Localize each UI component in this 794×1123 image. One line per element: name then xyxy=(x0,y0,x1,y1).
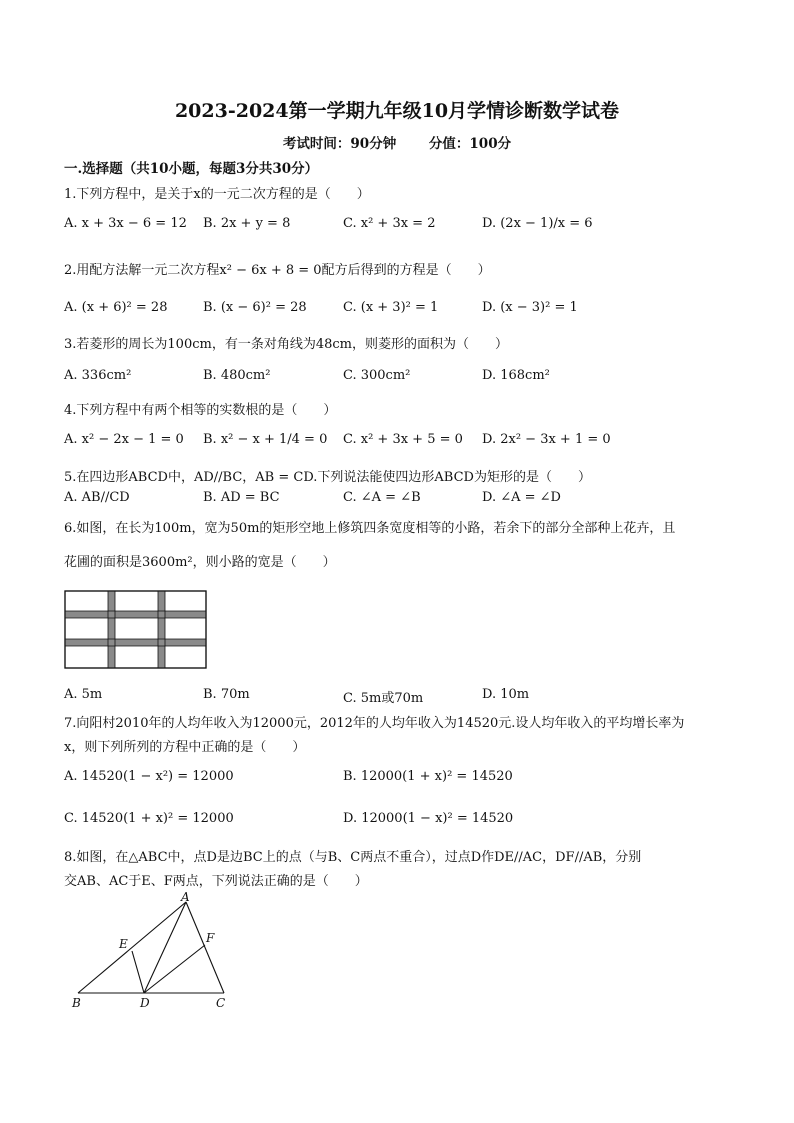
q7-option-d: D. 12000(1 − x)² = 14520 xyxy=(343,811,514,826)
q3-option-a: A. 336cm² xyxy=(64,368,132,383)
q2-option-d: D. (x − 3)² = 1 xyxy=(482,300,578,315)
label-a: A xyxy=(181,890,190,904)
exam-time: 考试时间：90分钟 xyxy=(282,136,397,152)
question-7-stem-line2: x，则下列所列的方程中正确的是（ ） xyxy=(64,740,306,755)
q5-option-a: A. AB//CD xyxy=(64,490,130,505)
q5-option-c: C. ∠A = ∠B xyxy=(343,490,421,505)
section-heading: 一.选择题（共10小题，每题3分共30分） xyxy=(64,161,319,177)
q4-option-d: D. 2x² − 3x + 1 = 0 xyxy=(482,432,611,447)
question-5-stem: 5.在四边形ABCD中，AD//BC，AB = CD.下列说法能使四边形ABCD为矩形的是（ ） xyxy=(64,470,591,485)
q1-option-c: C. x² + 3x = 2 xyxy=(343,216,436,231)
q7-option-c: C. 14520(1 + x)² = 12000 xyxy=(64,811,234,826)
q4-option-a: A. x² − 2x − 1 = 0 xyxy=(64,432,184,447)
question-3-stem: 3.若菱形的周长为100cm，有一条对角线为48cm，则菱形的面积为（ ） xyxy=(64,337,508,352)
q4-option-c: C. x² + 3x + 5 = 0 xyxy=(343,432,463,447)
q3-option-c: C. 300cm² xyxy=(343,368,411,383)
label-b: B xyxy=(72,996,81,1010)
q1-option-a: A. x + 3x − 6 = 12 xyxy=(64,216,187,231)
q1-option-d: D. (2x − 1)/x = 6 xyxy=(482,216,593,231)
exam-info xyxy=(0,132,794,152)
question-6-stem-line2: 花圃的面积是3600m²，则小路的宽是（ ） xyxy=(64,555,336,570)
question-8-stem-line2: 交AB、AC于E、F两点，下列说法正确的是（ ） xyxy=(64,874,368,889)
label-f: F xyxy=(206,931,215,945)
label-e: E xyxy=(119,937,128,951)
q6-option-d: D. 10m xyxy=(482,687,530,702)
q5-option-d: D. ∠A = ∠D xyxy=(482,490,561,505)
q2-option-c: C. (x + 3)² = 1 xyxy=(343,300,439,315)
q7-option-a: A. 14520(1 − x²) = 12000 xyxy=(64,769,234,784)
exam-score: 分值：100分 xyxy=(428,136,512,152)
page-title: 2023-2024第一学期九年级10月学情诊断数学试卷 xyxy=(174,100,620,122)
figure-6-garden-grid xyxy=(64,590,208,670)
q1-option-b: B. 2x + y = 8 xyxy=(203,216,291,231)
q6-option-a: A. 5m xyxy=(64,687,103,702)
q3-option-d: D. 168cm² xyxy=(482,368,550,383)
question-6-stem-line1: 6.如图，在长为100m，宽为50m的矩形空地上修筑四条宽度相等的小路，若余下的部分全部种上花卉，且 xyxy=(64,521,676,536)
question-1-stem: 1.下列方程中，是关于x的一元二次方程的是（ ） xyxy=(64,187,370,202)
question-8-stem-line1: 8.如图，在△ABC中，点D是边BC上的点（与B、C两点不重合），过点D作DE//AC，DF//AB，分别 xyxy=(64,850,642,865)
figure-8-triangle xyxy=(64,890,244,1012)
q7-option-b: B. 12000(1 + x)² = 14520 xyxy=(343,769,513,784)
q2-option-a: A. (x + 6)² = 28 xyxy=(64,300,168,315)
q4-option-b: B. x² − x + 1/4 = 0 xyxy=(203,432,328,447)
label-c: C xyxy=(216,996,226,1010)
q3-option-b: B. 480cm² xyxy=(203,368,271,383)
question-2-stem: 2.用配方法解一元二次方程x² − 6x + 8 = 0配方后得到的方程是（ ） xyxy=(64,263,491,278)
question-7-stem-line1: 7.向阳村2010年的人均年收入为12000元，2012年的人均年收入为14520元.设人均年收入的平均增长率为 xyxy=(64,716,685,731)
label-d: D xyxy=(140,996,150,1010)
q6-option-c: C. 5m或70m xyxy=(343,691,424,706)
question-4-stem: 4.下列方程中有两个相等的实数根的是（ ） xyxy=(64,403,337,418)
q5-option-b: B. AD = BC xyxy=(203,490,280,505)
q2-option-b: B. (x − 6)² = 28 xyxy=(203,300,307,315)
q6-option-b: B. 70m xyxy=(203,687,250,702)
